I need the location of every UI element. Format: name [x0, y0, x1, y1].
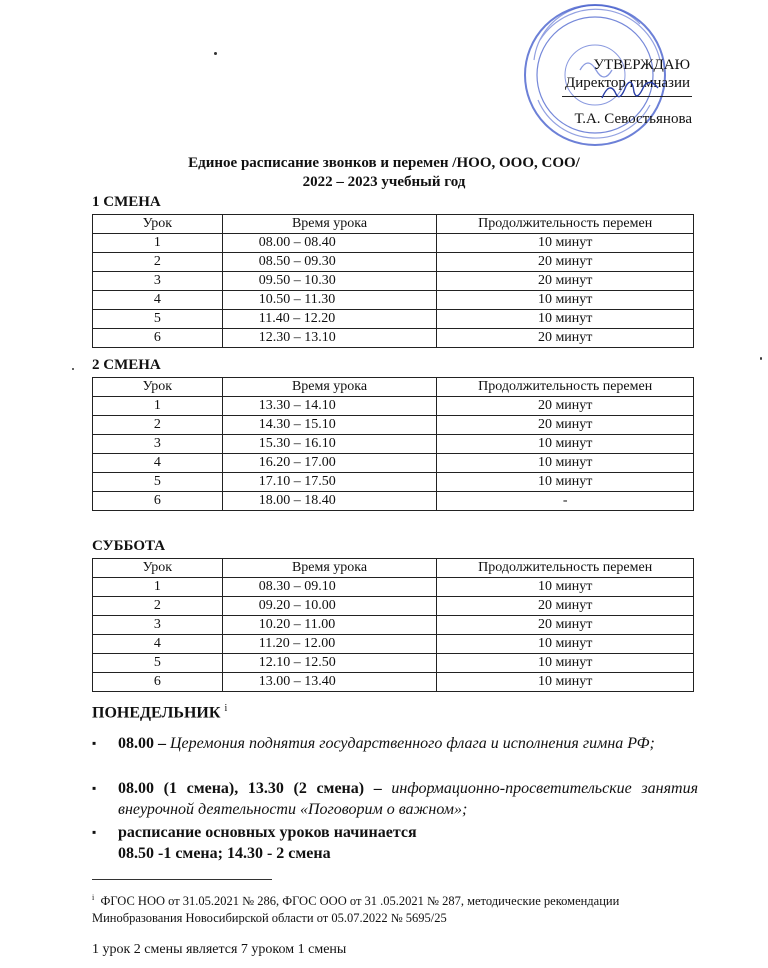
bullet-marker: ▪ [92, 781, 97, 795]
lesson-number: 4 [93, 454, 223, 473]
bullet-marker: ▪ [92, 825, 97, 839]
header-break: Продолжительность перемен [437, 378, 694, 397]
footnote-divider [92, 879, 272, 880]
shift1-label: 1 СМЕНА [92, 194, 161, 210]
break-duration: 10 минут [437, 654, 694, 673]
approval-name: Т.А. Севостьянова [574, 111, 692, 127]
table-row [93, 234, 694, 253]
table-header-row [93, 215, 694, 234]
list-item [92, 733, 698, 754]
table-row [93, 616, 694, 635]
table-header-row [93, 559, 694, 578]
break-duration: 20 минут [437, 253, 694, 272]
table-row [93, 454, 694, 473]
break-duration: 10 минут [437, 435, 694, 454]
lesson-number: 1 [93, 234, 223, 253]
lesson-number: 4 [93, 291, 223, 310]
lesson-number: 3 [93, 616, 223, 635]
list-item [92, 822, 698, 843]
bullet-bold: расписание основных уроков начинается [118, 824, 417, 841]
break-duration: - [437, 492, 694, 511]
lesson-time: 11.20 – 12.00 [222, 635, 437, 654]
shift1-table [92, 214, 694, 348]
break-duration: 20 минут [437, 616, 694, 635]
school-year: 2022 – 2023 учебный год [302, 174, 466, 190]
break-duration: 20 минут [437, 272, 694, 291]
shift2-table [92, 377, 694, 511]
table-row [93, 329, 694, 348]
header-lesson: Урок [93, 215, 223, 234]
lesson-number: 6 [93, 492, 223, 511]
footnote-text: ФГОС НОО от 31.05.2021 № 286, ФГОС ООО от 31 .05.2021 № 287, методические рекомендации Минобразования Новосибирской области от 05.07.2022 № 5695/25 [92, 894, 620, 926]
table-row [93, 635, 694, 654]
lesson-number: 5 [93, 473, 223, 492]
list-item [92, 778, 698, 820]
header-lesson: Урок [93, 378, 223, 397]
bullet-text [118, 778, 698, 820]
lesson-time: 09.50 – 10.30 [222, 272, 437, 291]
lesson-time: 15.30 – 16.10 [222, 435, 437, 454]
footnote-ref: i [224, 703, 228, 714]
break-duration: 20 минут [437, 416, 694, 435]
header-time: Время урока [222, 559, 437, 578]
break-duration: 10 минут [437, 578, 694, 597]
lesson-number: 2 [93, 253, 223, 272]
lesson-number: 6 [93, 329, 223, 348]
break-duration: 10 минут [437, 673, 694, 692]
lesson-time: 09.20 – 10.00 [222, 597, 437, 616]
lesson-time: 13.00 – 13.40 [222, 673, 437, 692]
lesson-number: 3 [93, 272, 223, 291]
saturday-table [92, 558, 694, 692]
bullet-bold: 08.00 (1 смена), 13.30 (2 смена) – [118, 780, 382, 797]
signature-scribble [600, 78, 660, 104]
bullet-marker: ▪ [92, 736, 97, 750]
bullet-italic: информационно-просветительские занятия внеурочной деятельности «Поговорим о важном»; [118, 780, 699, 818]
monday-title: ПОНЕДЕЛЬНИК [92, 704, 221, 722]
saturday-label: СУББОТА [92, 538, 166, 554]
lesson-time: 12.30 – 13.10 [222, 329, 437, 348]
lesson-number: 4 [93, 635, 223, 654]
lesson-time: 08.00 – 08.40 [222, 234, 437, 253]
table-row [93, 654, 694, 673]
break-duration: 10 минут [437, 473, 694, 492]
scan-speck [214, 52, 217, 55]
table-row [93, 272, 694, 291]
approval-heading: УТВЕРЖДАЮ [593, 57, 690, 73]
break-duration: 10 минут [437, 234, 694, 253]
lesson-time: 16.20 – 17.00 [222, 454, 437, 473]
table-row [93, 578, 694, 597]
document-title: Единое расписание звонков и перемен /НОО, ООО, СОО/ [188, 155, 580, 171]
table-header-row [93, 378, 694, 397]
header-time: Время урока [222, 215, 437, 234]
lesson-number: 5 [93, 310, 223, 329]
header-break: Продолжительность перемен [437, 215, 694, 234]
shift2-label: 2 СМЕНА [92, 357, 161, 373]
break-duration: 20 минут [437, 597, 694, 616]
monday-heading [92, 703, 227, 722]
lesson-number: 2 [93, 416, 223, 435]
lesson-time: 08.50 – 09.30 [222, 253, 437, 272]
break-duration: 10 минут [437, 454, 694, 473]
table-row [93, 492, 694, 511]
start-times: 08.50 -1 смена; 14.30 - 2 смена [118, 845, 331, 862]
table-row [93, 416, 694, 435]
bottom-note: 1 урок 2 смены является 7 уроком 1 смены [92, 942, 347, 957]
lesson-number: 2 [93, 597, 223, 616]
break-duration: 20 минут [437, 397, 694, 416]
header-lesson: Урок [93, 559, 223, 578]
lesson-number: 1 [93, 578, 223, 597]
lesson-time: 13.30 – 14.10 [222, 397, 437, 416]
scan-speck [72, 368, 74, 370]
break-duration: 10 минут [437, 291, 694, 310]
lesson-time: 18.00 – 18.40 [222, 492, 437, 511]
break-duration: 10 минут [437, 310, 694, 329]
lesson-time: 12.10 – 12.50 [222, 654, 437, 673]
lesson-time: 10.20 – 11.00 [222, 616, 437, 635]
lesson-time: 14.30 – 15.10 [222, 416, 437, 435]
lesson-time: 10.50 – 11.30 [222, 291, 437, 310]
table-row [93, 597, 694, 616]
bullet-bold: 08.00 – [118, 735, 166, 752]
header-time: Время урока [222, 378, 437, 397]
lesson-time: 08.30 – 09.10 [222, 578, 437, 597]
table-row [93, 435, 694, 454]
scan-speck [760, 357, 762, 360]
table-row [93, 673, 694, 692]
approval-block [560, 56, 740, 127]
approval-position: Директор гимназии [565, 75, 690, 91]
lesson-time: 17.10 – 17.50 [222, 473, 437, 492]
lesson-number: 1 [93, 397, 223, 416]
footnote [92, 889, 702, 927]
footnote-mark: i [92, 893, 95, 902]
bullet-text [118, 822, 698, 843]
lesson-time: 11.40 – 12.20 [222, 310, 437, 329]
bullet-text [118, 733, 698, 754]
table-row [93, 253, 694, 272]
break-duration: 20 минут [437, 329, 694, 348]
break-duration: 10 минут [437, 635, 694, 654]
lesson-number: 6 [93, 673, 223, 692]
table-row [93, 310, 694, 329]
table-row [93, 473, 694, 492]
header-break: Продолжительность перемен [437, 559, 694, 578]
lesson-number: 5 [93, 654, 223, 673]
bullet-italic: Церемония поднятия государственного флага и исполнения гимна РФ; [170, 735, 655, 752]
table-row [93, 291, 694, 310]
lesson-number: 3 [93, 435, 223, 454]
table-row [93, 397, 694, 416]
